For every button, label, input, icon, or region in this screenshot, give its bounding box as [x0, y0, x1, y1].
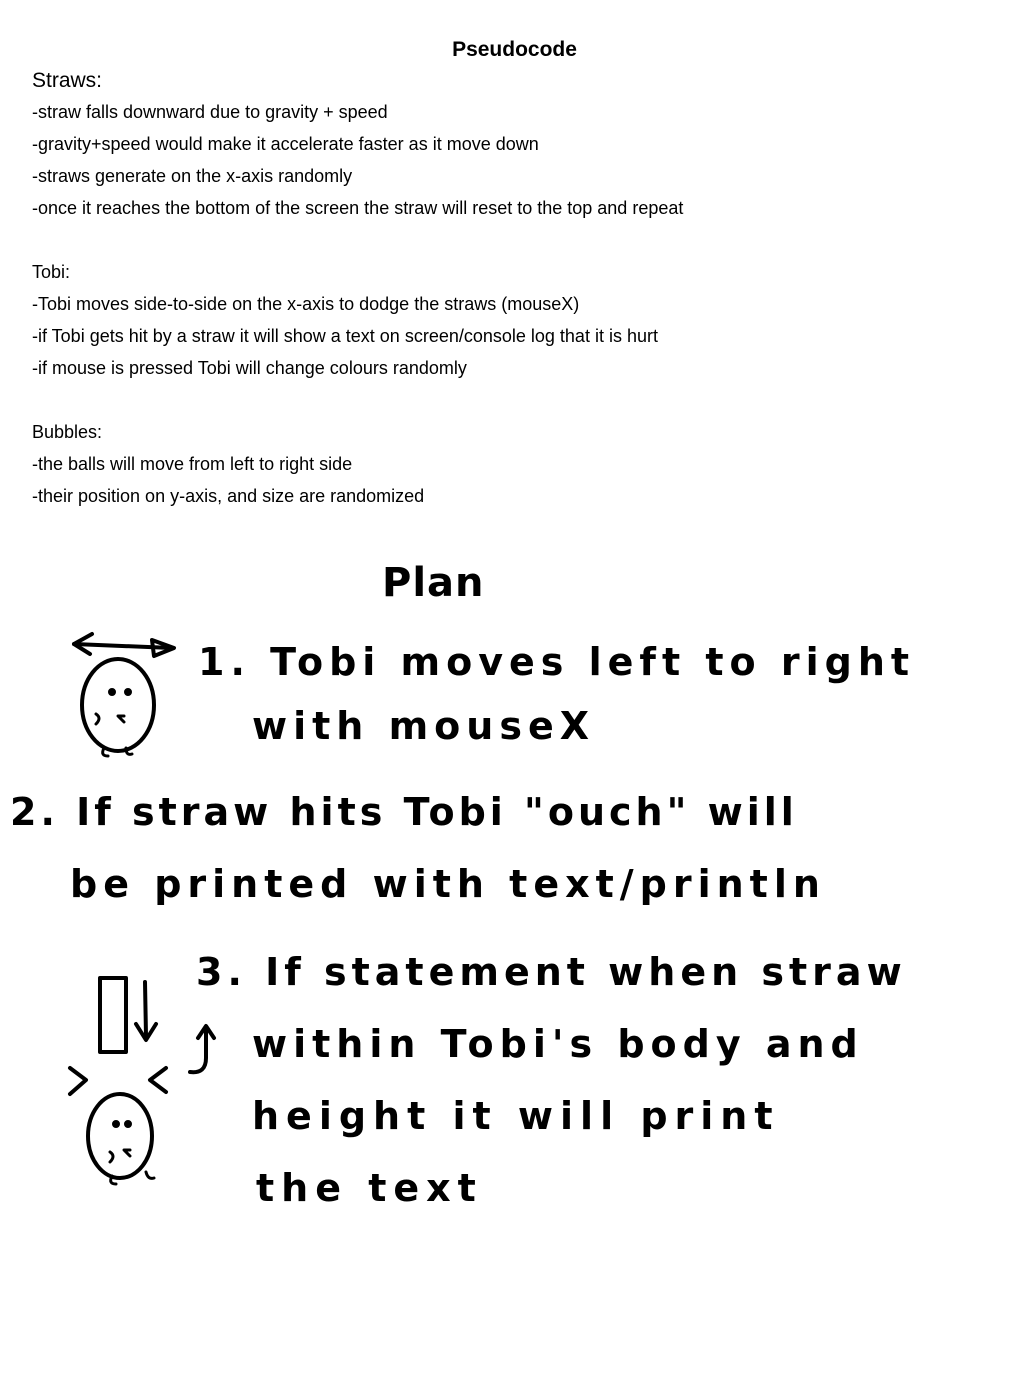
plan-step3-line2: within Tobi's body and: [252, 1022, 864, 1066]
tobi-line-3: -if mouse is pressed Tobi will change colours randomly: [32, 358, 467, 378]
straws-line-1: -straw falls downward due to gravity + speed: [32, 102, 388, 122]
straws-line-4: -once it reaches the bottom of the screen the straw will reset to the top and repeat: [32, 198, 684, 218]
plan-title: Plan: [382, 560, 485, 606]
straws-heading: Straws:: [32, 69, 103, 92]
tobi-move-sketch: [74, 634, 174, 756]
bubbles-heading: Bubbles:: [32, 422, 103, 442]
plan-step1-line2: with mouseX: [252, 704, 596, 748]
plan-step3-line3: height it will print: [252, 1094, 780, 1138]
tobi-line-2: -if Tobi gets hit by a straw it will show a text on screen/console log that it is hurt: [32, 326, 658, 346]
plan-step3-line4: the text: [256, 1166, 483, 1210]
straws-line-2: -gravity+speed would make it accelerate faster as it move down: [32, 134, 539, 154]
plan-step3-line1: 3. If statement when straw: [196, 950, 907, 994]
bubbles-line-1: -the balls will move from left to right side: [32, 454, 353, 474]
plan-step2-line1: 2. If straw hits Tobi "ouch" will: [10, 790, 798, 834]
tobi-heading: Tobi:: [32, 262, 71, 282]
tobi-hit-sketch: [70, 978, 214, 1184]
tobi-line-1: -Tobi moves side-to-side on the x-axis to dodge the straws (mouseX): [32, 294, 580, 314]
straws-line-3: -straws generate on the x-axis randomly: [32, 166, 353, 186]
plan-step1-line1: 1. Tobi moves left to right: [198, 640, 916, 684]
plan-step2-line2: be printed with text/println: [70, 862, 826, 906]
bubbles-line-2: -their position on y-axis, and size are randomized: [32, 486, 425, 506]
pseudocode-title: Pseudocode: [452, 38, 577, 61]
